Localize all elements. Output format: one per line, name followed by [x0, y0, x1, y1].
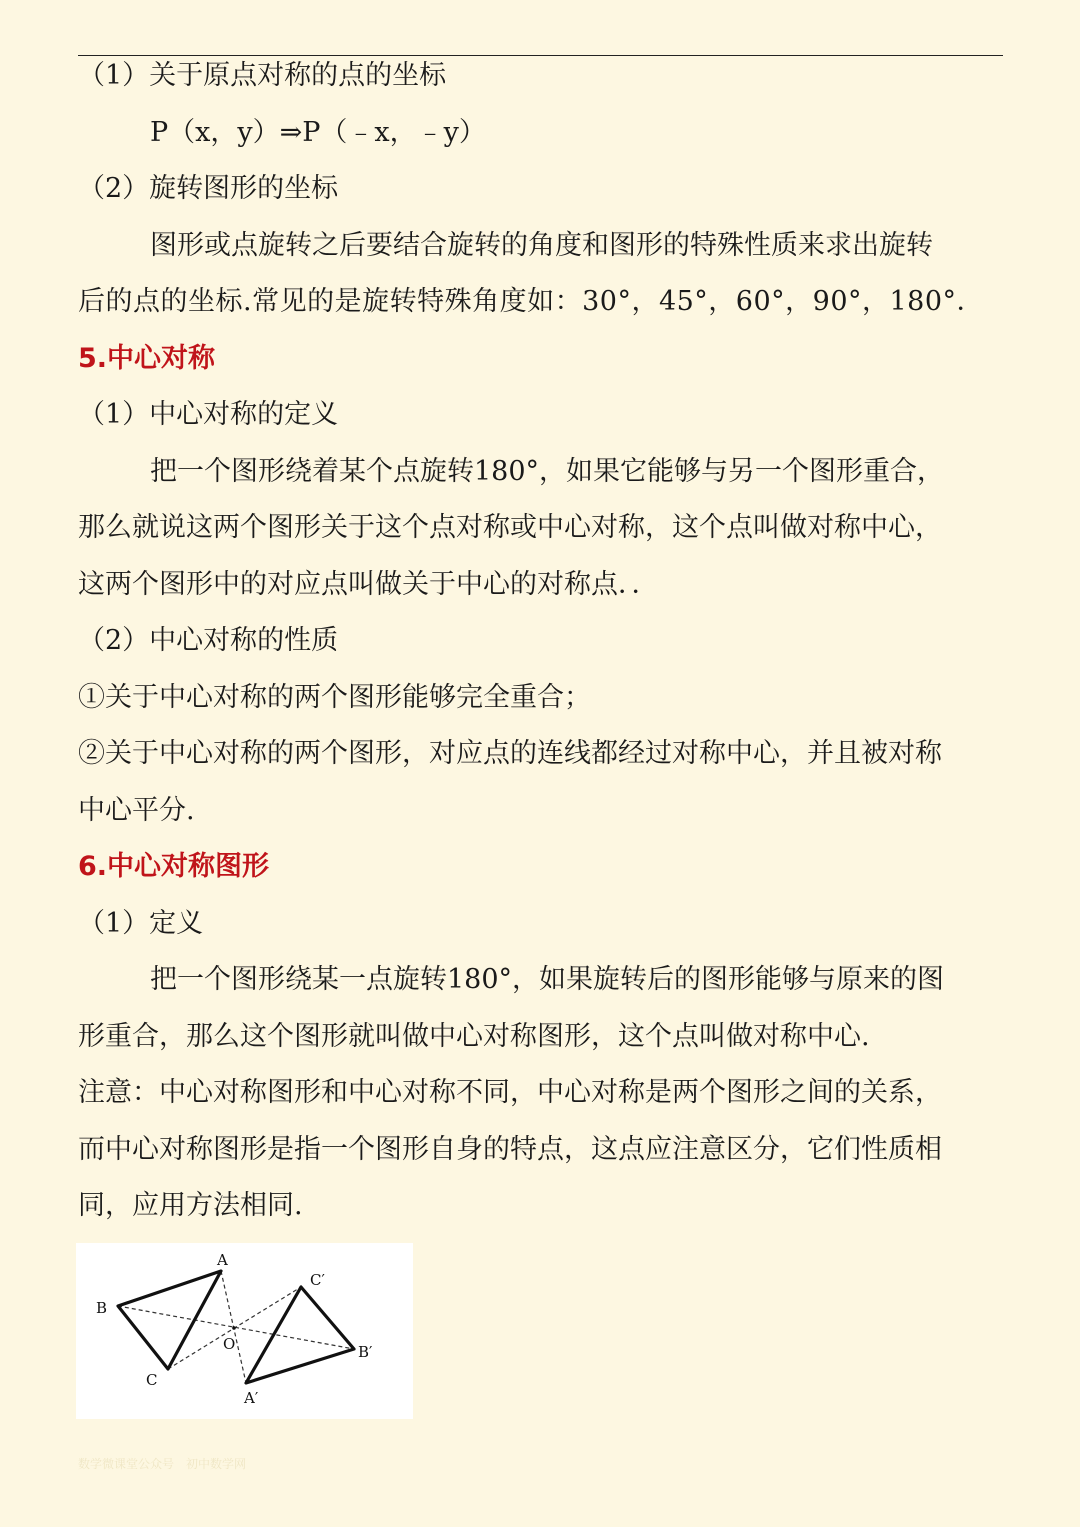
- label-a-prime: A′: [244, 1389, 259, 1407]
- label-a: A: [217, 1251, 228, 1269]
- s5-item1-title: （1）中心对称的定义: [78, 399, 339, 430]
- label-o: O: [223, 1335, 236, 1353]
- s6-note-line3: 同，应用方法相同.: [78, 1190, 303, 1221]
- section-5-heading: 5.中心对称: [78, 342, 216, 374]
- label-b: B: [96, 1299, 108, 1317]
- triangle-a-prime-b-prime-c-prime: [246, 1287, 354, 1383]
- s4-item1-formula: P（x，y）⇒P（﹣x，﹣y）: [150, 116, 486, 148]
- s5-item2-property-2-line1: ②关于中心对称的两个图形，对应点的连线都经过对称中心，并且被对称: [78, 738, 942, 769]
- s6-item1-title: （1）定义: [78, 907, 204, 939]
- center-point-o: [232, 1326, 236, 1330]
- s5-item2-property-1: ①关于中心对称的两个图形能够完全重合；: [78, 681, 591, 713]
- s6-item1-paragraph-line2: 形重合，那么这个图形就叫做中心对称图形，这个点叫做对称中心.: [78, 1020, 870, 1052]
- s5-item1-paragraph-line1: 把一个图形绕着某个点旋转180°，如果它能够与另一个图形重合，: [150, 455, 945, 487]
- label-c-prime: C′: [310, 1271, 325, 1289]
- s5-item1-paragraph-line2: 那么就说这两个图形关于这个点对称或中心对称，这个点叫做对称中心，: [78, 512, 942, 543]
- label-c: C: [146, 1371, 158, 1389]
- s5-item1-paragraph-line3: 这两个图形中的对应点叫做关于中心的对称点．．: [78, 568, 659, 600]
- s6-note-line2: 而中心对称图形是指一个图形自身的特点，这点应注意区分，它们性质相: [78, 1133, 942, 1165]
- s6-item1-paragraph-line1: 把一个图形绕某一点旋转180°，如果旋转后的图形能够与原来的图: [150, 964, 945, 995]
- label-b-prime: B′: [358, 1343, 373, 1361]
- central-symmetry-diagram: [76, 1243, 413, 1419]
- triangle-abc: [118, 1271, 221, 1369]
- s4-item2-paragraph-line1: 图形或点旋转之后要结合旋转的角度和图形的特殊性质来求出旋转: [150, 229, 933, 261]
- central-symmetry-figure: [76, 1243, 413, 1419]
- footer-watermark: 数学微课堂公众号 初中数学网: [78, 1457, 247, 1471]
- s5-item2-title: （2）中心对称的性质: [78, 625, 339, 656]
- s6-note-line1: 注意：中心对称图形和中心对称不同，中心对称是两个图形之间的关系，: [78, 1077, 942, 1108]
- s4-item2-paragraph-line2: 后的点的坐标.常见的是旋转特殊角度如：30°，45°，60°，90°，180°．: [78, 286, 985, 317]
- s4-item1-title: （1）关于原点对称的点的坐标: [78, 60, 447, 91]
- s5-item2-property-2-line2: 中心平分.: [78, 794, 195, 826]
- section-6-heading: 6.中心对称图形: [78, 851, 270, 882]
- s4-item2-title: （2）旋转图形的坐标: [78, 173, 339, 204]
- document-body: [78, 48, 1008, 1235]
